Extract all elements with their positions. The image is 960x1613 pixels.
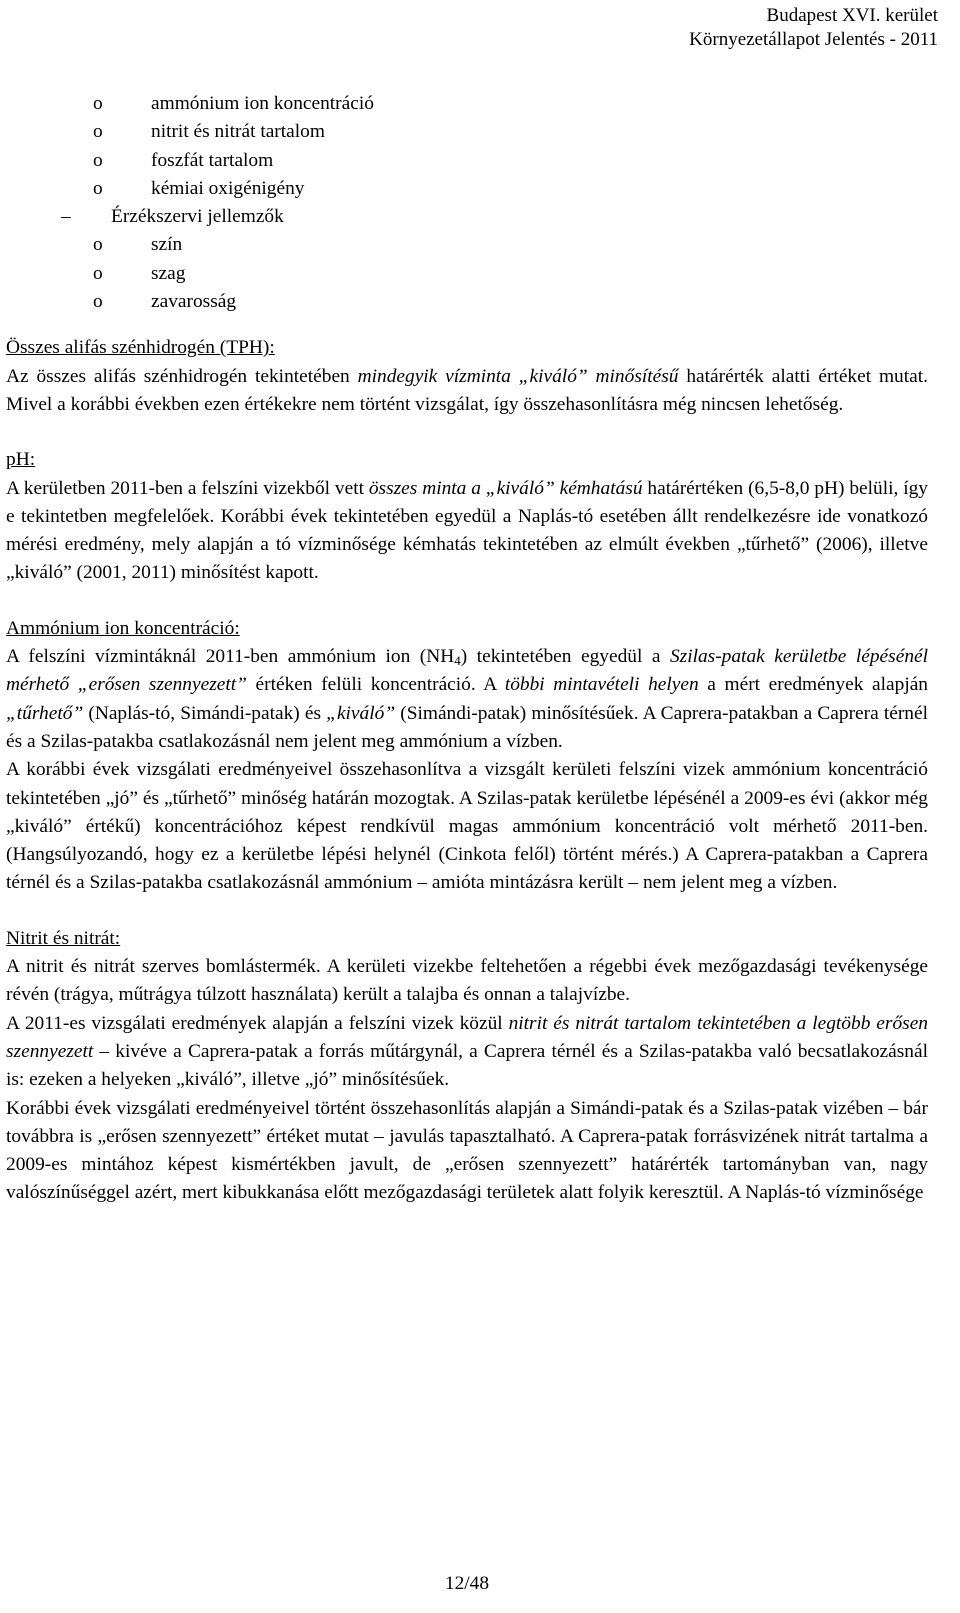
ammonium-paragraph-1: A felszíni vízmintáknál 2011-ben ammónium ion $(NH_4)$ tekintetében egyedül a Szilas-patak kerületbe lépésénél mérhető „erősen szennyezett” értéken felüli koncentráció. A többi mintavételi helyen a mért eredmények alapján „tűrhető” (Naplás-tó, Simándi-patak) és „kiváló” (Simándi-patak) minősítésűek. A Caprera-patakban a Caprera térnél és a Szilas-patakba csatlakozásnál nem jelent meg ammónium a vízben. xyxy=(6,646,929,752)
nitrite-paragraph-3: Korábbi évek vizsgálati eredményeivel történt összehasonlítás alapján a Simándi-patak és a Szilas-patak vizében – bár továbbra is „erősen szennyezett” értéket mutat – javulás tapasztalható. A Caprera-patak forrásvizének nitrát tartalma a 2009-es mintához képest kismértékben javult, de „erősen szennyezett” határérték tartományban van, nagy valószínűséggel azért, mert kibukkanása előtt mezőgazdasági területek alatt folyik keresztül. A Naplás-tó vízminősége xyxy=(6,1097,928,1204)
parameter-list-b xyxy=(6,231,928,316)
dash-list-item: – Érzékszervi jellemzők xyxy=(6,203,928,231)
ph-section xyxy=(6,446,928,587)
bullet-icon: o xyxy=(93,234,103,256)
bullet-icon: o xyxy=(93,121,103,143)
page-header xyxy=(689,4,938,52)
parameter-list-a xyxy=(6,90,928,203)
list-item: o szín xyxy=(6,231,928,259)
bullet-icon: o xyxy=(93,93,103,114)
list-item: o kémiai oxigénigény xyxy=(6,175,928,203)
list-item: o ammónium ion koncentráció xyxy=(6,90,928,118)
bullet-icon: o xyxy=(93,291,103,313)
nitrite-paragraph-2: A 2011-es vizsgálati eredmények alapján a felszíni vizek közül nitrit és nitrát tartalom tekintetében a legtöbb erősen szennyezett – kivéve a Caprera-patak a forrás műtárgynál, a Caprera térnél és a Szilas-patakba való becsatlakozásnál is: ezeken a helyeken „kiváló”, illetve „jó” minősítésűek. xyxy=(6,1012,928,1091)
dash-icon: – xyxy=(61,206,71,228)
list-item: o foszfát tartalom xyxy=(6,147,928,175)
ph-paragraph: A kerületben 2011-ben a felszíni vizekből vett összes minta a „kiváló” kémhatású határértéken (6,5-8,0 pH) belüli, így e tekintetben megfelelőek. Korábbi évek tekintetében egyedül a Naplás-tó esetében állt rendelkezésre ide vonatkozó mérési eredmény, mely alapján a tó vízminősége kémhatás tekintetében az elmúlt években „tűrhető” (2006), illetve „kiváló” (2001, 2011) minősítést kapott. xyxy=(6,477,928,584)
nitrite-section xyxy=(6,925,928,1208)
header-report-title: Környezetállapot Jelentés - 2011 xyxy=(689,29,938,50)
list-item: o zavarosság xyxy=(6,288,928,316)
ph-heading: pH: xyxy=(6,449,36,471)
list-item: o nitrit és nitrát tartalom xyxy=(6,118,928,146)
bullet-icon: o xyxy=(93,149,103,171)
header-location: Budapest XVI. kerület xyxy=(766,5,938,26)
document-body xyxy=(6,90,928,1208)
tph-section xyxy=(6,334,928,419)
list-item: o szag xyxy=(6,260,928,288)
page-number: 12/48 xyxy=(444,1573,490,1594)
tph-heading: Összes alifás szénhidrogén (TPH): xyxy=(6,337,275,359)
bullet-icon: o xyxy=(93,262,103,284)
nitrite-paragraph-1: A nitrit és nitrát szerves bomlástermék. A kerületi vizekbe feltehetően a régebbi évek mezőgazdasági tevékenysége révén (trágya, műtrágya túlzott használata) került a talajba és onnan a talajvízbe. xyxy=(6,956,928,1006)
bullet-icon: o xyxy=(93,177,103,199)
ammonium-section xyxy=(6,615,928,898)
tph-paragraph: Az összes alifás szénhidrogén tekintetében mindegyik vízminta „kiváló” minősítésű határérték alatti értéket mutat. Mivel a korábbi években ezen értékekre nem történt vizsgálat, így összehasonlításra még nincsen lehetőség. xyxy=(6,365,928,415)
ammonium-heading: Ammónium ion koncentráció: xyxy=(6,617,240,639)
nitrite-heading: Nitrit és nitrát: xyxy=(6,927,121,949)
ammonium-paragraph-2: A korábbi évek vizsgálati eredményeivel összehasonlítva a vizsgált kerületi felszíni vizek ammónium koncentráció tekintetében „jó” és „tűrhető” minőség határán mozogtak. A Szilas-patak kerületbe lépésénél a 2009-es évi (akkor még „kiváló” értékű) koncentrációhoz képest rendkívül magas ammónium koncentráció volt mérhető 2011-ben. (Hangsúlyozandó, hogy ez a kerületbe lépési helynél (Cinkota felől) történt mérés.) A Caprera-patakban a Caprera térnél és a Szilas-patakba csatlakozásnál ammónium – amióta mintázásra került – nem jelent meg a vízben. xyxy=(6,759,928,894)
